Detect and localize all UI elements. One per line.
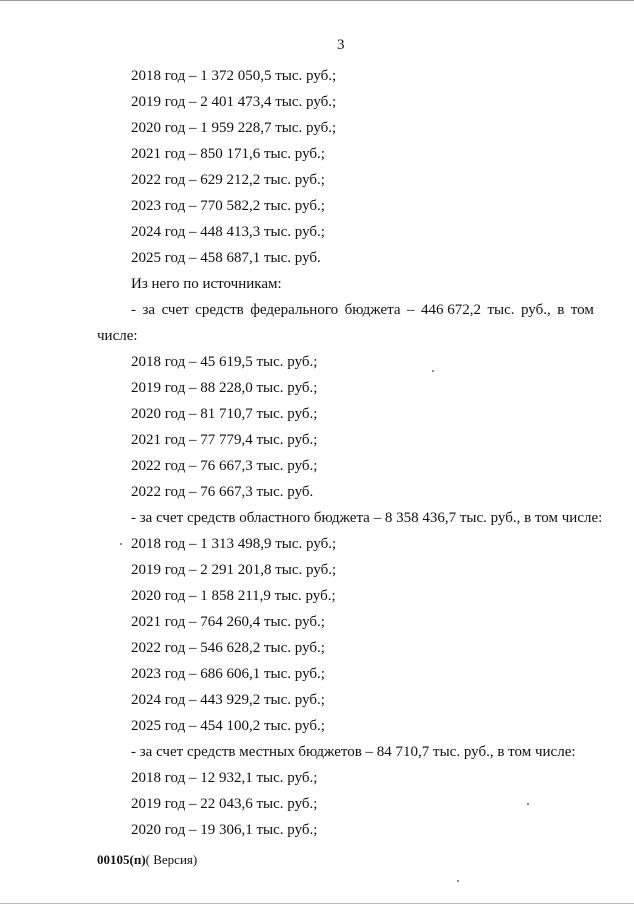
year-line: 2022 год – 546 628,2 тыс. руб.; [131, 640, 325, 656]
document-version: ( Версия) [145, 852, 198, 867]
year-line: 2022 год – 76 667,3 тыс. руб. [131, 484, 314, 500]
year-line: 2019 год – 2 401 473,4 тыс. руб.; [131, 94, 337, 110]
scan-speck [457, 880, 459, 882]
year-line: 2023 год – 686 606,1 тыс. руб.; [131, 666, 325, 682]
federal-budget-section [0, 300, 634, 508]
regional-budget-section [0, 508, 634, 742]
year-line: 2024 год – 448 413,3 тыс. руб.; [131, 224, 325, 240]
year-line: 2020 год – 81 710,7 тыс. руб.; [131, 406, 318, 422]
year-line: 2018 год – 1 313 498,9 тыс. руб.; [131, 536, 337, 552]
intro-word: бюджета [344, 302, 401, 318]
intro-word: – [407, 302, 415, 318]
federal-budget-intro-continuation: числе: [97, 328, 138, 344]
year-line: 2019 год – 88 228,0 тыс. руб.; [131, 380, 318, 396]
local-budget-intro: - за счет средств местных бюджетов – 84 710,7 тыс. руб., в том числе: [131, 744, 576, 760]
year-line: 2021 год – 850 171,6 тыс. руб.; [131, 146, 325, 162]
year-line: 2022 год – 76 667,3 тыс. руб.; [131, 458, 318, 474]
regional-budget-intro: - за счет средств областного бюджета – 8 358 436,7 тыс. руб., в том числе: [131, 510, 603, 526]
year-line: 2024 год – 443 929,2 тыс. руб.; [131, 692, 325, 708]
scan-speck [120, 543, 122, 545]
sources-heading: Из него по источникам: [131, 276, 282, 292]
year-line: 2019 год – 22 043,6 тыс. руб.; [131, 796, 318, 812]
federal-budget-intro [0, 300, 594, 326]
bottom-scan-edge [0, 903, 634, 904]
top-scan-edge [0, 0, 634, 1]
intro-word: за [142, 302, 156, 318]
local-budget-section [0, 742, 634, 846]
intro-word: тыс. [487, 302, 515, 318]
intro-word: - [131, 302, 136, 318]
year-line: 2021 год – 764 260,4 тыс. руб.; [131, 614, 325, 630]
intro-word: том [570, 302, 594, 318]
page-number: 3 [337, 37, 345, 53]
intro-word: средств [195, 302, 244, 318]
scan-speck [527, 803, 529, 805]
year-line: 2018 год – 1 372 050,5 тыс. руб.; [131, 68, 337, 84]
year-line: 2025 год – 458 687,1 тыс. руб. [131, 250, 321, 266]
scan-speck [432, 370, 434, 372]
document-footer-code [97, 852, 197, 868]
document-code: 00105(п) [97, 852, 146, 867]
intro-word: 446 672,2 [420, 302, 481, 318]
document-body [0, 66, 634, 846]
total-funding-years [0, 66, 634, 274]
intro-word: счет [161, 302, 189, 318]
year-line: 2022 год – 629 212,2 тыс. руб.; [131, 172, 325, 188]
intro-word: руб., [521, 302, 551, 318]
year-line: 2019 год – 2 291 201,8 тыс. руб.; [131, 562, 337, 578]
year-line: 2025 год – 454 100,2 тыс. руб.; [131, 718, 325, 734]
year-line: 2018 год – 45 619,5 тыс. руб.; [131, 354, 318, 370]
year-line: 2023 год – 770 582,2 тыс. руб.; [131, 198, 325, 214]
year-line: 2021 год – 77 779,4 тыс. руб.; [131, 432, 318, 448]
year-line: 2020 год – 19 306,1 тыс. руб.; [131, 822, 318, 838]
year-line: 2018 год – 12 932,1 тыс. руб.; [131, 770, 318, 786]
year-line: 2020 год – 1 959 228,7 тыс. руб.; [131, 120, 337, 136]
year-line: 2020 год – 1 858 211,9 тыс. руб.; [131, 588, 336, 604]
intro-word: в [557, 302, 565, 318]
intro-word: федерального [250, 302, 339, 318]
